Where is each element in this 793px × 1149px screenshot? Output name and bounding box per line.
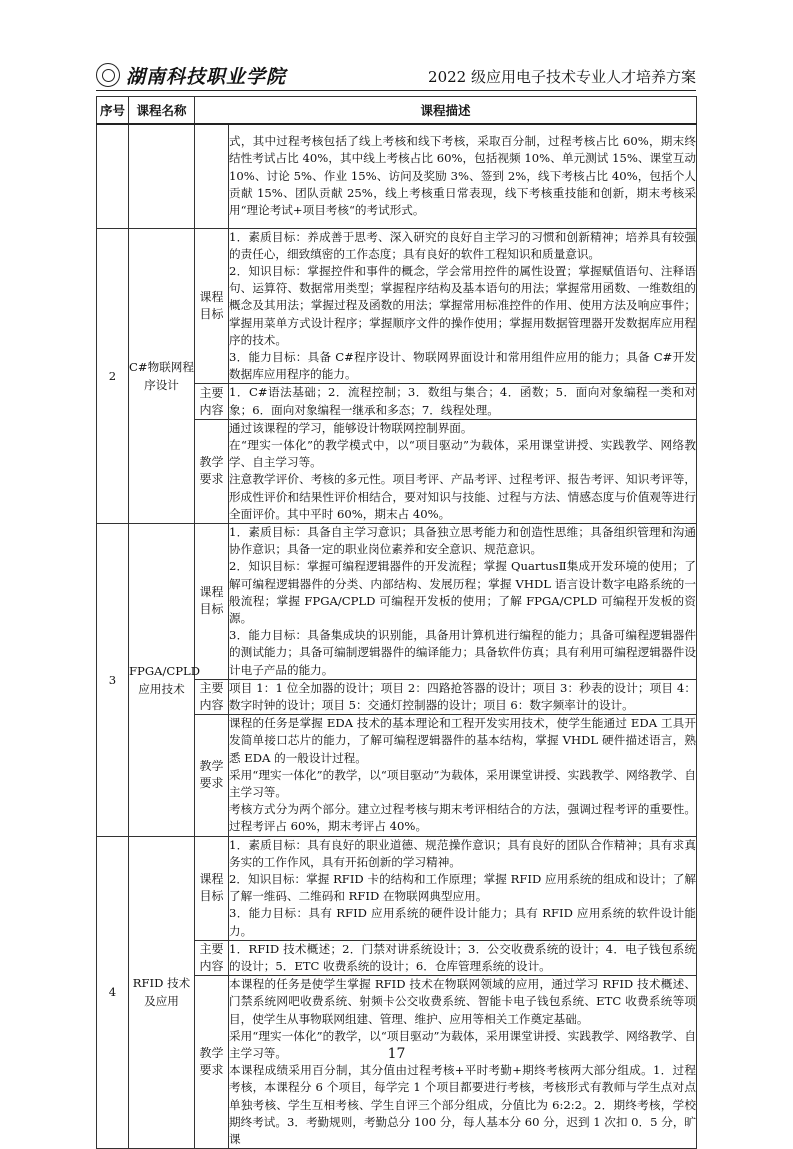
course-no: 4 — [97, 836, 129, 1149]
course-no: 2 — [97, 228, 129, 523]
course-name: C#物联网程序设计 — [129, 228, 195, 523]
section-content: 1．素质目标：养成善于思考、深入研究的良好自主学习的习惯和创新精神；培养具有较强的责任心，细致缜密的工作态度；具有良好的软件工程知识和质量意识。 2．知识目标：掌握控件和事件的概念，学会常用控件的属性设置；掌握赋值语句、注释语句、运算符、数据常用类型；掌握程序结构及基本语句的用法；掌握常用函数、一维数组的概念及其用法；掌握过程及函数的用法；掌握常用标准控件的作用、使用方法及响应事件；掌握用菜单方式设计程序；掌握顺序文件的操作使用；掌握用数据管理器开发数据库应用程序的技术。 3．能力目标：具备 C#程序设计、物联网界面设计和常用组件应用的能力；具备 C#开发数据库应用程序的能力。 — [229, 228, 697, 384]
section-content: 本课程的任务是使学生掌握 RFID 技术在物联网领域的应用，通过学习 RFID 技术概述、门禁系统网吧收费系统、射频卡公交收费系统、智能卡电子钱包系统、ETC 收费系统等项目，使学生从事物联网组建、管理、维护、应用等相关工作奠定基础。 采用“理实一体化”的教学，以“项目驱动”为载体，采用课堂讲授、实践教学、网络教学、自主学习等。 本课程成绩采用百分制，其分值由过程考核+平时考勤+期终考核两大部分组成。1．过程考核，本课程分 6 个项目，每学完 1 个项目都要进行考核，考核形式有教师与学生点对点单独考核、学生互相考核、学生自评三个部分组成，分值比为 6:2:2。2．期终考核，学校期终考试。3．考勤规则，考勤总分 100 分，每人基本分 60 分，迟到 1 次扣 0．5 分，旷课 — [229, 976, 697, 1149]
section-content: 1．RFID 技术概述；2．门禁对讲系统设计；3．公交收费系统的设计；4．电子钱包系统的设计；5．ETC 收费系统的设计；6．仓库管理系统的设计。 — [229, 940, 697, 975]
page-header — [96, 60, 696, 91]
page-number: 17 — [387, 1046, 406, 1062]
section-content: 1．C#语法基础；2．流程控制；3．数组与集合；4．函数；5．面向对象编程一类和对象；6．面向对象编程一继承和多态；7．线程处理。 — [229, 384, 697, 419]
seal-icon — [96, 63, 120, 87]
section-content: 课程的任务是掌握 EDA 技术的基本理论和工程开发实用技术，使学生能通过 EDA 工具开发简单接口芯片的能力，了解可编程逻辑器件的基本结构，掌握 VHDL 硬件描述语言，熟悉 EDA 的一般设计过程。 采用“理实一体化”的教学，以“项目驱动”为载体，采用课堂讲授、实践教学、网络教学、自主学习等。 考核方式分为两个部分。建立过程考核与期末考评相结合的方法，强调过程考评的重要性。过程考评占 60%，期末考评占 40%。 — [229, 715, 697, 836]
course-name: FPGA/CPLD 应用技术 — [129, 523, 195, 836]
course-name: RFID 技术及应用 — [129, 836, 195, 1149]
table-row — [97, 228, 697, 384]
section-label: 教学要求 — [195, 715, 229, 836]
section-content: 通过该课程的学习，能够设计物联网控制界面。 在“理实一体化”的教学模式中，以“项目驱动”为载体，采用课堂讲授、实践教学、网络教学、自主学习等。 注意教学评价、考核的多元性。项目考评、产品考评、过程考评、报告考评、知识考评等，形成性评价和结果性评价相结合，要对知识与技能、过程与方法、情感态度与价值观等进行全面评价。其中平时 60%，期末占 40%。 — [229, 419, 697, 523]
document-title: 2022 级应用电子技术专业人才培养方案 — [428, 68, 696, 86]
table-row — [97, 124, 697, 228]
section-content: 项目 1：1 位全加器的设计；项目 2：四路抢答器的设计；项目 3：秒表的设计；项目 4：数字时钟的设计；项目 5：交通灯控制器的设计；项目 6：数字频率计的设计。 — [229, 679, 697, 714]
section-content: 1．素质目标：具备自主学习意识；具备独立思考能力和创造性思维；具备组织管理和沟通协作意识；具备一定的职业岗位素养和安全意识、规范意识。 2．知识目标：掌握可编程逻辑器件的开发流程；掌握 QuartusⅡ集成开发环境的使用；了解可编程逻辑器件的分类、内部结构、发展历程；掌握 VHDL 语言设计数字电路系统的一般流程；掌握 FPGA/CPLD 可编程开发板的使用；了解 FPGA/CPLD 可编程开发板的资源。 3．能力目标：具备集成块的识别能，具备用计算机进行编程的能力；具备可编程逻辑器件的测试能力；具备可编制逻辑器件的编译能力；具备软件仿真；具有利用可编程逻辑器件设计电子产品的能力。 — [229, 523, 697, 679]
section-label: 课程目标 — [195, 836, 229, 940]
section-label: 教学要求 — [195, 976, 229, 1149]
section-label: 课程目标 — [195, 228, 229, 384]
section-label: 主要内容 — [195, 384, 229, 419]
school-logo — [96, 62, 286, 88]
header-desc: 课程描述 — [195, 97, 697, 125]
header-no: 序号 — [97, 97, 129, 125]
continuation-text: 式，其中过程考核包括了线上考核和线下考核，采取百分制，过程考核占比 60%，期末终结性考试占比 40%，其中线上考核占比 60%，包括视频 10%、单元测试 15%、课堂互动 10%、讨论 5%、作业 15%、访问及奖励 3%、签到 2%，线下考核占比 40%，包括个人贡献 15%、团队贡献 25%，线上考核重日常表现，线下考核重技能和创新，期末考核采用“理论考试+项目考核“的考试形式。 — [229, 124, 697, 228]
logo-text: 湖南科技职业学院 — [126, 65, 287, 88]
table-row — [97, 523, 697, 679]
section-label: 主要内容 — [195, 940, 229, 975]
section-label: 主要内容 — [195, 679, 229, 714]
course-table — [96, 96, 697, 1149]
table-row — [97, 836, 697, 940]
table-header-row — [97, 97, 697, 125]
section-label: 课程目标 — [195, 523, 229, 679]
header-name: 课程名称 — [129, 97, 195, 125]
section-content: 1．素质目标：具有良好的职业道德、规范操作意识；具有良好的团队合作精神；具有求真务实的工作作风，具有开拓创新的学习精神。 2．知识目标：掌握 RFID 卡的结构和工作原理；掌握 RFID 应用系统的组成和设计；了解了解一维码、二维码和 RFID 在物联网典型应用。 3．能力目标：具有 RFID 应用系统的硬件设计能力；具有 RFID 应用系统的软件设计能力。 — [229, 836, 697, 940]
course-no: 3 — [97, 523, 129, 836]
section-label: 教学要求 — [195, 419, 229, 523]
